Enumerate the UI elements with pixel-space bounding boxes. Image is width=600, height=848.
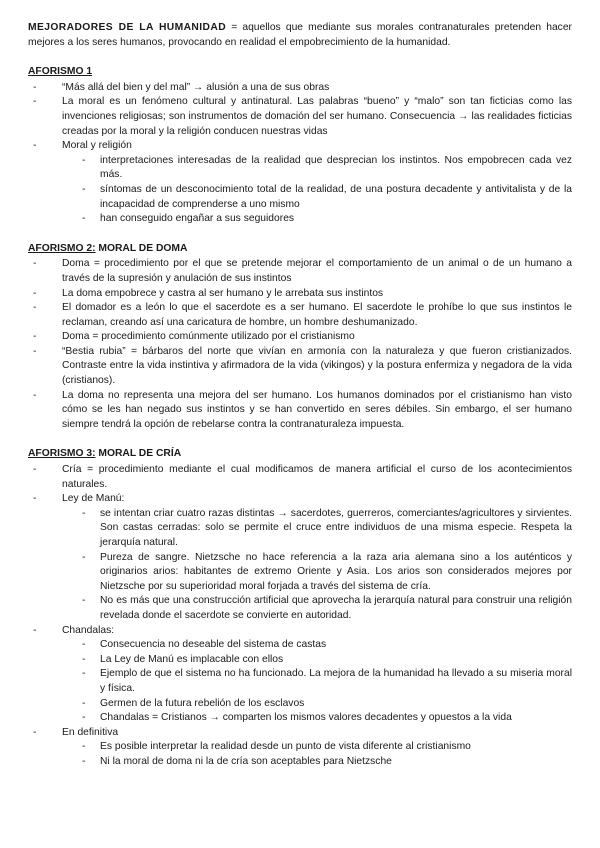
dash-marker: - — [33, 258, 37, 270]
sub-list-item — [62, 507, 572, 551]
sub-list-chandalas — [28, 638, 572, 726]
dash-marker: - — [82, 595, 86, 607]
section-heading — [28, 65, 572, 80]
sub-list-item — [62, 697, 572, 712]
list-item — [28, 345, 572, 389]
heading-underlined: AFORISMO 3: — [28, 448, 96, 460]
item-text: Chandalas = Cristianos → comparten los mismos valores decadentes y opuestos a la vida — [100, 712, 512, 724]
item-text: En definitiva — [62, 726, 119, 738]
dash-marker: - — [82, 668, 86, 680]
list-item — [28, 287, 572, 302]
dash-marker: - — [33, 81, 37, 93]
item-text: Germen de la futura rebelión de los esclavos — [100, 697, 305, 709]
item-text: La doma empobrece y castra al ser humano y le arrebata sus instintos — [62, 287, 384, 299]
list-item — [28, 301, 572, 330]
dash-marker: - — [82, 213, 86, 225]
list-item — [28, 139, 572, 154]
dash-marker: - — [33, 464, 37, 476]
dash-marker: - — [82, 183, 86, 195]
list-item — [28, 81, 572, 96]
dash-marker: - — [33, 389, 37, 401]
dash-marker: - — [33, 287, 37, 299]
sub-list-item — [62, 638, 572, 653]
list-item — [28, 330, 572, 345]
intro-term: MEJORADORES DE LA HUMANIDAD — [28, 22, 227, 33]
sub-list-item — [62, 183, 572, 212]
item-text: Es posible interpretar la realidad desde un punto de vista diferente al cristianismo — [100, 741, 471, 753]
item-text: Ni la moral de doma ni la de cría son aceptables para Nietzsche — [100, 755, 392, 767]
item-text: se intentan criar cuatro razas distintas → sacerdotes, guerreros, comerciantes/agricultores y sirvientes. Son castas cerradas: solo se permite el cruce entre individuos de una misma especie. Respeta la jerarquía natural. — [100, 507, 572, 548]
item-text: Ejemplo de que el sistema no ha funcionado. La mejora de la humanidad ha llevado a su miseria moral y física. — [100, 668, 572, 694]
section-aforismo-2 — [28, 242, 572, 433]
heading-title: MORAL DE DOMA — [95, 242, 188, 254]
section-heading — [28, 242, 572, 257]
sub-list-item — [62, 653, 572, 668]
dash-marker: - — [82, 697, 86, 709]
list-item — [28, 95, 572, 139]
dash-marker: - — [82, 507, 86, 519]
list-item — [28, 726, 572, 770]
list-item — [28, 389, 572, 433]
sub-list-item — [62, 154, 572, 183]
sub-list-manu — [28, 507, 572, 624]
heading-underlined: AFORISMO 1 — [28, 66, 93, 78]
item-text: Moral y religión — [62, 140, 132, 152]
nested-list-wrapper — [28, 154, 572, 227]
item-text: Doma = procedimiento por el que se pretende mejorar el comportamiento de un animal o de un humano a través de la supresión y anulación de sus instintos — [62, 258, 572, 284]
dash-marker: - — [33, 302, 37, 314]
intro-paragraph — [28, 21, 572, 50]
item-text: han conseguido engañar a sus seguidores — [100, 213, 295, 225]
dash-marker: - — [82, 712, 86, 724]
list-item — [28, 257, 572, 286]
dash-marker: - — [33, 624, 37, 636]
dash-marker: - — [82, 755, 86, 767]
item-text: Doma = procedimiento comúnmente utilizado por el cristianismo — [62, 331, 355, 343]
sub-list-item — [62, 755, 572, 770]
item-text: Ley de Manú: — [62, 493, 125, 505]
item-text: Cría = procedimiento mediante el cual modificamos de manera artificial el curso de los acontecimientos naturales. — [62, 464, 572, 490]
item-text: Pureza de sangre. Nietzsche no hace referencia a la raza aria alemana sino a los auténticos y originarios arios: habitantes de extremo Oriente y Asia. Los arios son considerados mejores por Nietzsche por su superioridad moral forjada a través del sistema de cría. — [100, 551, 572, 592]
item-text: síntomas de un desconocimiento total de la realidad, de una postura decadente y antivitalista y de la incapacidad de comprenderse a uno mismo — [100, 183, 572, 210]
dash-marker: - — [82, 154, 86, 166]
item-text: “Más allá del bien y del mal” → alusión a una de sus obras — [62, 81, 330, 93]
dash-marker: - — [82, 551, 86, 563]
bullet-list — [28, 463, 572, 769]
dash-marker: - — [82, 653, 86, 665]
sub-list-item — [62, 212, 572, 227]
item-text: Consecuencia no deseable del sistema de castas — [100, 639, 327, 651]
item-text: El domador es a león lo que el sacerdote es a ser humano. El sacerdote le prohíbe lo que sus instintos le reclaman, creando así una caricatura de hombre, un hombre deshumanizado. — [62, 302, 572, 328]
dash-marker: - — [33, 140, 37, 152]
list-item — [28, 463, 572, 492]
section-aforismo-1 — [28, 65, 572, 227]
dash-marker: - — [82, 639, 86, 651]
item-text: interpretaciones interesadas de la realidad que desprecian los instintos. Nos empobrecen cada vez más. — [100, 154, 572, 181]
dash-marker: - — [33, 493, 37, 505]
item-text: Chandalas: — [62, 624, 115, 636]
list-item — [28, 492, 572, 623]
dash-marker: - — [33, 331, 37, 343]
dash-marker: - — [82, 741, 86, 753]
section-heading — [28, 447, 572, 462]
sub-list-item — [62, 740, 572, 755]
item-text: La doma no representa una mejora del ser humano. Los humanos dominados por el cristianismo han visto cómo se les han negado sus instintos y se han convertido en seres débiles. Sin embargo, el ser humano siempre tendrá la opción de rebelarse contra la contranaturaleza impuesta. — [62, 389, 572, 430]
sub-list — [62, 154, 572, 227]
list-item — [28, 624, 572, 726]
dash-marker: - — [33, 96, 37, 108]
sub-list-item — [62, 667, 572, 696]
section-aforismo-3 — [28, 447, 572, 769]
heading-title: MORAL DE CRÍA — [95, 448, 182, 460]
item-text: No es más que una construcción artificial que aprovecha la jerarquía natural para construir una religión revelada donde el sacerdote se convierte en autoridad. — [100, 595, 572, 621]
bullet-list — [28, 81, 572, 154]
dash-marker: - — [33, 345, 37, 357]
sub-list-item — [62, 551, 572, 595]
item-text: “Bestia rubia” = bárbaros del norte que vivían en armonía con la naturaleza y que fueron cristianizados. Contraste entre la vida instintiva y afirmadora de la vida (vikingos) y la postura enfermiza y negadora de la vida (cristianos). — [62, 345, 572, 387]
intro-definition: = aquellos que mediante sus morales contranaturales pretenden hacer mejores a los seres humanos, provocando en realidad el empobrecimiento de la humanidad. — [28, 22, 572, 48]
heading-underlined: AFORISMO 2: — [28, 242, 96, 254]
item-text: La moral es un fenómeno cultural y antinatural. Las palabras “bueno” y “malo” son tan ficticias como las invenciones religiosas; son instrumentos de domación del ser humano. Consecuencia → las realidades ficticias creadas por la moral y la religión conducen nuestras vidas — [62, 96, 572, 137]
bullet-list — [28, 257, 572, 432]
sub-list-item — [62, 594, 572, 623]
dash-marker: - — [33, 726, 37, 738]
item-text: La Ley de Manú es implacable con ellos — [100, 653, 284, 665]
nested-container — [62, 154, 572, 227]
sub-list-definitiva — [28, 740, 572, 769]
sub-list-item — [62, 711, 572, 726]
